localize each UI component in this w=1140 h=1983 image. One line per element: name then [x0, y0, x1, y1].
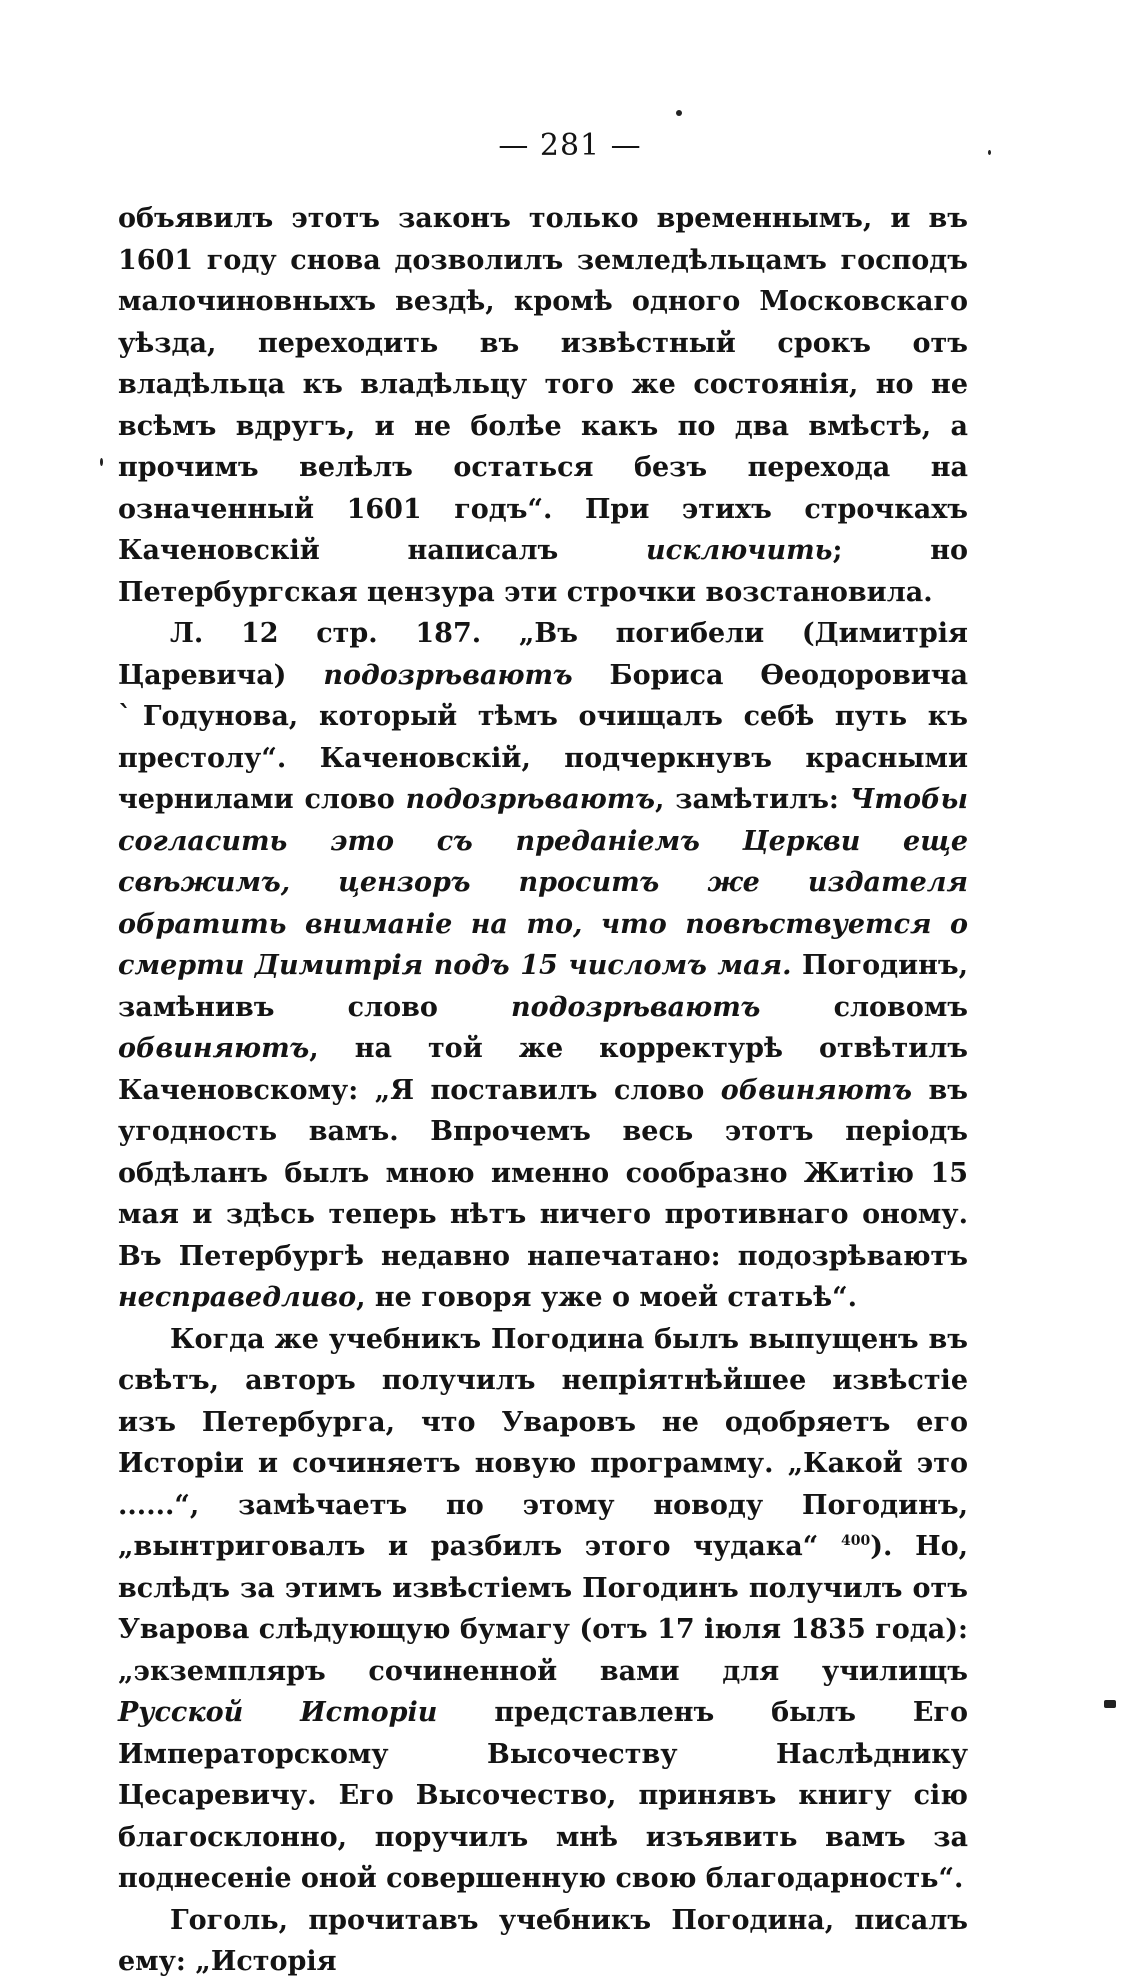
text-run: словомъ	[760, 991, 968, 1023]
italic-run: подозрѣваютъ	[405, 784, 655, 815]
italic-run: обвиняютъ	[118, 1033, 310, 1064]
scan-speck	[676, 110, 682, 116]
text-run: представленъ былъ Его Императорскому Высочеству Наслѣднику Цесаревичу. Его Высочество, принявъ книгу сію благосклонно, поручилъ мнѣ изъявить вамъ за поднесеніе оной совершенную свою благодарность“.	[118, 1697, 968, 1894]
footnote-marker: 400	[840, 1533, 871, 1549]
italic-run: подозрѣваютъ	[323, 659, 573, 691]
text-run: , замѣтилъ:	[654, 784, 850, 815]
text-run: , не говоря уже о моей статьѣ“.	[356, 1282, 858, 1313]
text-run: , на той же корректурѣ отвѣтилъ Каченовскому: „Я поставилъ слово	[118, 1033, 968, 1106]
text-run: Погодинъ, замѣнивъ слово	[118, 950, 968, 1023]
text-run: въ угодность вамъ. Впрочемъ весь этотъ періодъ обдѣланъ былъ мною именно сообразно Житію 15 мая и здѣсь теперь нѣтъ ничего противнаго оному. Въ Петербургѣ недавно напечатано: подозрѣваютъ	[118, 1074, 969, 1272]
italic-run: несправедливо	[118, 1282, 357, 1313]
page-number: — 281 —	[498, 128, 642, 163]
paragraph-4	[118, 1900, 968, 1983]
scan-speck	[100, 458, 103, 466]
text-run: Л. 12 стр. 187. „Въ погибели (Димитрія Царевича)	[118, 618, 968, 691]
text-run: Бориса Ѳеодоровича ˋГодунова, который тѣмъ очищалъ себѣ путь къ престолу“. Каченовскій, подчеркнувъ красными чернилами слово	[118, 659, 968, 815]
paragraph-1	[118, 198, 968, 613]
paragraph-3	[118, 1319, 968, 1900]
text-run: ). Но, вслѣдъ за этимъ извѣстіемъ Погодинъ получилъ отъ Уварова слѣдующую бумагу (отъ 17 іюля 1835 года): „экземпляръ сочиненной вами для училищъ	[118, 1531, 968, 1687]
scan-speck	[1104, 1700, 1116, 1708]
scan-speck	[988, 150, 991, 155]
body-text	[118, 198, 968, 1983]
text-run: ; но Петербургская цензура эти строчки возстановила.	[118, 535, 969, 608]
italic-run: Русской Исторіи	[118, 1697, 438, 1728]
italic-run: исключить	[646, 535, 833, 566]
italic-run: Чтобы согласить это съ преданіемъ Церкви еще свѣжимъ, цензоръ проситъ же издателя обратить вниманіе на то, что повѣствуется о смерти Димитрія подъ 15 числомъ мая.	[118, 784, 968, 981]
paragraph-2	[118, 613, 968, 1319]
italic-run: обвиняютъ	[720, 1074, 913, 1106]
text-run: Когда же учебникъ Погодина былъ выпущенъ въ свѣтъ, авторъ получилъ непріятнѣйшее извѣстіе изъ Петербурга, что Уваровъ не одобряетъ его Исторіи и сочиняетъ новую программу. „Какой это ......“, замѣчаетъ по этому новоду Погодинъ, „вынтриговалъ и разбилъ этого чудака“	[118, 1323, 968, 1562]
text-run: Гоголь, прочитавъ учебникъ Погодина, писалъ ему: „Исторія	[118, 1904, 968, 1977]
italic-run: подозрѣваютъ	[511, 991, 761, 1023]
text-run: объявилъ этотъ законъ только временнымъ, и въ 1601 году снова дозволилъ земледѣльцамъ господъ малочиновныхъ вездѣ, кромѣ одного Московскаго уѣзда, переходить въ извѣстный срокъ отъ владѣльца къ владѣльцу того же состоянія, но не всѣмъ вдругъ, и не болѣе какъ по два вмѣстѣ, а прочимъ велѣлъ остаться безъ перехода на означенный 1601 годъ“. При этихъ строчкахъ Каченовскій написалъ	[118, 203, 968, 566]
